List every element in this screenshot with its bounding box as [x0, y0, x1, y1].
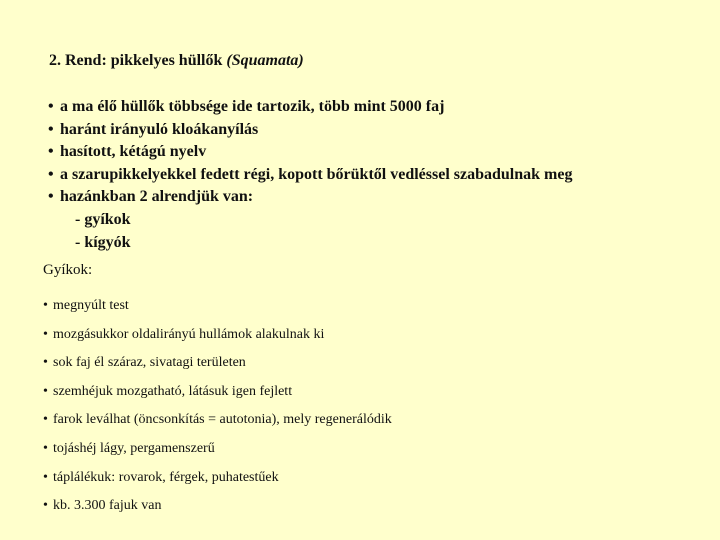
list-item	[48, 164, 572, 187]
list-item	[43, 406, 392, 435]
list-item-text: mozgásukkor oldalirányú hullámok alakulnak ki	[53, 326, 325, 342]
list-item-text: sok faj él száraz, sivatagi területen	[53, 355, 246, 371]
bullet-icon: •	[43, 383, 48, 399]
list-item-text: a szarupikkelyekkel fedett régi, kopott bőrüktől vedléssel szabadulnak meg	[60, 165, 573, 183]
list-item	[48, 96, 572, 119]
list-item-text: a ma élő hüllők többsége ide tartozik, több mint 5000 faj	[60, 98, 445, 115]
bullet-icon: •	[43, 412, 48, 428]
lizards-list	[43, 292, 392, 521]
section-heading-latin-name: (Squamata)	[226, 52, 304, 69]
bullet-icon: •	[43, 440, 48, 456]
list-item	[43, 321, 392, 350]
list-item	[43, 492, 392, 521]
list-item-text: kb. 3.300 fajuk van	[53, 498, 162, 514]
list-item	[48, 141, 572, 164]
list-item-text: haránt irányuló kloákanyílás	[60, 120, 259, 138]
suborder-item: - gyíkok	[75, 210, 131, 228]
list-item-text: megnyúlt test	[53, 298, 129, 313]
list-item-text: táplálékuk: rovarok, férgek, puhatestűek	[53, 469, 279, 485]
lizards-title: Gyíkok:	[43, 262, 93, 278]
list-item-text: szemhéjuk mozgatható, látásuk igen fejlett	[53, 383, 293, 399]
bullet-icon: •	[43, 326, 48, 342]
bullet-icon: •	[43, 469, 48, 485]
bullet-icon: •	[43, 355, 48, 371]
list-item	[43, 464, 392, 493]
order-characteristics-list	[48, 96, 572, 254]
bullet-icon: •	[48, 165, 54, 183]
list-item	[43, 292, 392, 321]
section-heading	[49, 52, 304, 70]
list-item-text: farok leválhat (öncsonkítás = autotonia), mely regenerálódik	[53, 412, 392, 428]
bullet-icon: •	[48, 188, 54, 206]
suborder-item: - kígyók	[75, 233, 131, 251]
list-item	[43, 435, 392, 464]
list-item-text: hazánkban 2 alrendjük van:	[60, 188, 254, 206]
list-item	[48, 186, 572, 209]
list-item-text: hasított, kétágú nyelv	[60, 143, 207, 161]
list-item-text: tojáshéj lágy, pergamenszerű	[53, 440, 215, 456]
bullet-icon: •	[48, 120, 54, 138]
bullet-icon: •	[48, 143, 54, 161]
bullet-icon: •	[43, 498, 48, 514]
section-heading-text: 2. Rend: pikkelyes hüllők	[49, 52, 227, 69]
bullet-icon: •	[48, 98, 54, 115]
bullet-icon: •	[43, 298, 48, 313]
list-item	[43, 378, 392, 407]
list-item	[48, 119, 572, 142]
list-item	[43, 349, 392, 378]
